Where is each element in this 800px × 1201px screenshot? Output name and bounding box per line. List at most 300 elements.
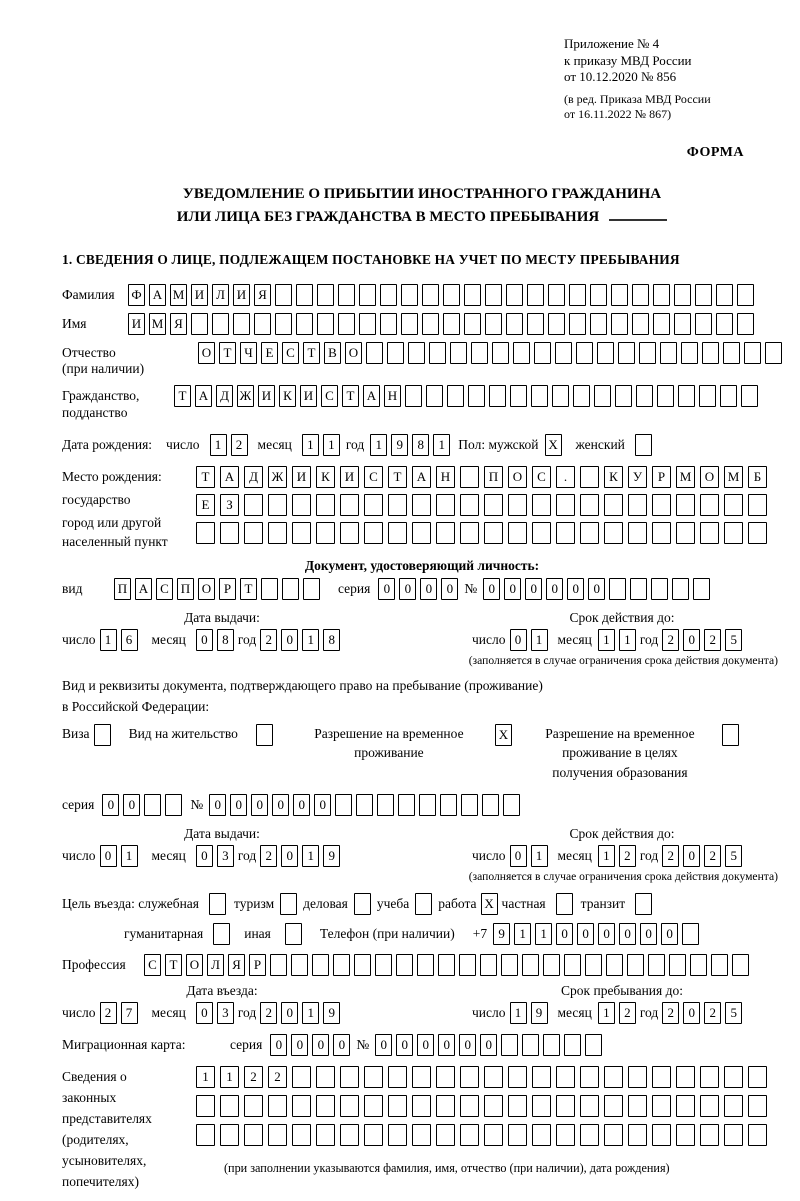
surname-field[interactable] <box>128 284 754 306</box>
char-cell[interactable] <box>630 578 647 600</box>
char-cell[interactable] <box>292 522 311 544</box>
char-cell[interactable] <box>460 1124 479 1146</box>
char-cell[interactable] <box>209 893 226 915</box>
char-cell[interactable] <box>285 923 302 945</box>
char-cell[interactable]: 3 <box>217 1002 234 1024</box>
char-cell[interactable] <box>366 342 383 364</box>
char-cell[interactable] <box>552 385 569 407</box>
char-cell[interactable] <box>438 954 455 976</box>
char-cell[interactable] <box>292 1066 311 1088</box>
char-cell[interactable] <box>676 494 695 516</box>
char-cell[interactable] <box>527 313 544 335</box>
char-cell[interactable] <box>340 522 359 544</box>
char-cell[interactable] <box>652 1066 671 1088</box>
char-cell[interactable]: Т <box>196 466 215 488</box>
purpose-transit-checkbox[interactable] <box>635 893 652 915</box>
mc-number-field[interactable] <box>375 1034 602 1056</box>
char-cell[interactable]: 2 <box>100 1002 117 1024</box>
char-cell[interactable] <box>340 1124 359 1146</box>
char-cell[interactable] <box>447 385 464 407</box>
char-cell[interactable] <box>412 1066 431 1088</box>
char-cell[interactable]: 0 <box>480 1034 497 1056</box>
char-cell[interactable] <box>417 954 434 976</box>
char-cell[interactable] <box>700 522 719 544</box>
char-cell[interactable] <box>484 494 503 516</box>
char-cell[interactable] <box>256 724 273 746</box>
char-cell[interactable] <box>436 1095 455 1117</box>
char-cell[interactable] <box>482 794 499 816</box>
doc-issue-month-field[interactable] <box>196 629 234 651</box>
char-cell[interactable]: 0 <box>281 1002 298 1024</box>
purpose-other-checkbox[interactable] <box>285 923 302 945</box>
char-cell[interactable] <box>556 522 575 544</box>
char-cell[interactable] <box>440 794 457 816</box>
char-cell[interactable] <box>522 1034 539 1056</box>
char-cell[interactable]: 0 <box>251 794 268 816</box>
char-cell[interactable] <box>604 1124 623 1146</box>
char-cell[interactable] <box>484 1124 503 1146</box>
char-cell[interactable]: 0 <box>546 578 563 600</box>
char-cell[interactable]: X <box>495 724 512 746</box>
char-cell[interactable]: 0 <box>123 794 140 816</box>
res-valid-day-field[interactable] <box>510 845 548 867</box>
char-cell[interactable] <box>316 1095 335 1117</box>
char-cell[interactable] <box>678 385 695 407</box>
char-cell[interactable] <box>722 724 739 746</box>
char-cell[interactable] <box>354 954 371 976</box>
char-cell[interactable]: К <box>604 466 623 488</box>
char-cell[interactable]: 2 <box>662 1002 679 1024</box>
char-cell[interactable]: Р <box>249 954 266 976</box>
res-series-field[interactable] <box>102 794 182 816</box>
char-cell[interactable] <box>165 794 182 816</box>
char-cell[interactable] <box>651 578 668 600</box>
char-cell[interactable] <box>484 1095 503 1117</box>
char-cell[interactable]: 0 <box>333 1034 350 1056</box>
char-cell[interactable]: 0 <box>196 845 213 867</box>
char-cell[interactable]: 0 <box>567 578 584 600</box>
char-cell[interactable]: И <box>300 385 317 407</box>
char-cell[interactable] <box>652 522 671 544</box>
char-cell[interactable]: А <box>220 466 239 488</box>
char-cell[interactable] <box>443 313 460 335</box>
temp-residence-edu-checkbox[interactable] <box>722 724 739 746</box>
char-cell[interactable]: 0 <box>598 923 615 945</box>
char-cell[interactable] <box>508 1124 527 1146</box>
stay-year-field[interactable] <box>662 1002 742 1024</box>
sex-male-checkbox[interactable] <box>545 434 562 456</box>
char-cell[interactable] <box>380 313 397 335</box>
char-cell[interactable] <box>408 342 425 364</box>
char-cell[interactable]: 9 <box>531 1002 548 1024</box>
char-cell[interactable]: О <box>198 342 215 364</box>
char-cell[interactable]: 1 <box>121 845 138 867</box>
char-cell[interactable] <box>604 494 623 516</box>
char-cell[interactable] <box>282 578 299 600</box>
char-cell[interactable] <box>364 1124 383 1146</box>
char-cell[interactable] <box>556 494 575 516</box>
char-cell[interactable] <box>531 385 548 407</box>
char-cell[interactable] <box>611 284 628 306</box>
char-cell[interactable] <box>699 385 716 407</box>
char-cell[interactable] <box>464 284 481 306</box>
char-cell[interactable] <box>412 1124 431 1146</box>
char-cell[interactable]: 1 <box>100 629 117 651</box>
char-cell[interactable]: 0 <box>525 578 542 600</box>
char-cell[interactable] <box>291 954 308 976</box>
char-cell[interactable] <box>532 1066 551 1088</box>
char-cell[interactable] <box>604 522 623 544</box>
char-cell[interactable] <box>682 923 699 945</box>
char-cell[interactable]: 1 <box>302 845 319 867</box>
char-cell[interactable] <box>676 522 695 544</box>
char-cell[interactable] <box>388 1124 407 1146</box>
char-cell[interactable]: Р <box>652 466 671 488</box>
char-cell[interactable] <box>648 954 665 976</box>
char-cell[interactable] <box>585 954 602 976</box>
char-cell[interactable]: 0 <box>619 923 636 945</box>
char-cell[interactable]: 0 <box>378 578 395 600</box>
doc-number-field[interactable] <box>483 578 710 600</box>
char-cell[interactable] <box>580 522 599 544</box>
birthplace-field-line2[interactable] <box>196 494 767 516</box>
char-cell[interactable]: 2 <box>268 1066 287 1088</box>
char-cell[interactable] <box>388 522 407 544</box>
char-cell[interactable] <box>628 1124 647 1146</box>
char-cell[interactable]: 0 <box>270 1034 287 1056</box>
char-cell[interactable]: Р <box>219 578 236 600</box>
char-cell[interactable]: П <box>484 466 503 488</box>
char-cell[interactable]: Н <box>384 385 401 407</box>
char-cell[interactable] <box>485 313 502 335</box>
birth-day-field[interactable] <box>210 434 248 456</box>
char-cell[interactable] <box>364 522 383 544</box>
char-cell[interactable]: Ч <box>240 342 257 364</box>
char-cell[interactable] <box>711 954 728 976</box>
purpose-business-checkbox[interactable] <box>354 893 371 915</box>
char-cell[interactable]: Т <box>219 342 236 364</box>
char-cell[interactable]: Н <box>436 466 455 488</box>
char-cell[interactable]: 1 <box>370 434 387 456</box>
char-cell[interactable] <box>503 794 520 816</box>
purpose-official-checkbox[interactable] <box>209 893 226 915</box>
char-cell[interactable] <box>268 1095 287 1117</box>
char-cell[interactable]: Л <box>212 284 229 306</box>
char-cell[interactable] <box>450 342 467 364</box>
char-cell[interactable] <box>484 1066 503 1088</box>
char-cell[interactable] <box>460 466 479 488</box>
char-cell[interactable]: 0 <box>102 794 119 816</box>
char-cell[interactable] <box>460 494 479 516</box>
char-cell[interactable] <box>676 1095 695 1117</box>
char-cell[interactable]: 2 <box>619 845 636 867</box>
birthplace-field-line1[interactable] <box>196 466 767 488</box>
char-cell[interactable]: С <box>144 954 161 976</box>
char-cell[interactable] <box>676 1066 695 1088</box>
char-cell[interactable]: И <box>292 466 311 488</box>
res-number-field[interactable] <box>209 794 520 816</box>
char-cell[interactable]: 1 <box>196 1066 215 1088</box>
char-cell[interactable] <box>387 342 404 364</box>
char-cell[interactable] <box>700 1124 719 1146</box>
char-cell[interactable] <box>548 284 565 306</box>
char-cell[interactable]: 0 <box>441 578 458 600</box>
char-cell[interactable] <box>556 1066 575 1088</box>
char-cell[interactable] <box>569 313 586 335</box>
char-cell[interactable]: 0 <box>399 578 416 600</box>
char-cell[interactable] <box>436 522 455 544</box>
char-cell[interactable] <box>604 1095 623 1117</box>
doc-valid-month-field[interactable] <box>598 629 636 651</box>
char-cell[interactable]: П <box>177 578 194 600</box>
char-cell[interactable]: 0 <box>640 923 657 945</box>
char-cell[interactable] <box>543 954 560 976</box>
char-cell[interactable]: И <box>258 385 275 407</box>
stay-day-field[interactable] <box>510 1002 548 1024</box>
char-cell[interactable]: 0 <box>420 578 437 600</box>
char-cell[interactable]: С <box>532 466 551 488</box>
char-cell[interactable]: Ж <box>237 385 254 407</box>
char-cell[interactable] <box>268 1124 287 1146</box>
purpose-work-checkbox[interactable] <box>481 893 498 915</box>
char-cell[interactable] <box>534 342 551 364</box>
char-cell[interactable]: Е <box>261 342 278 364</box>
char-cell[interactable]: М <box>149 313 166 335</box>
res-valid-year-field[interactable] <box>662 845 742 867</box>
char-cell[interactable] <box>429 342 446 364</box>
char-cell[interactable] <box>244 1124 263 1146</box>
birth-month-field[interactable] <box>302 434 340 456</box>
char-cell[interactable] <box>700 494 719 516</box>
char-cell[interactable]: 0 <box>196 1002 213 1024</box>
char-cell[interactable] <box>317 284 334 306</box>
char-cell[interactable]: 1 <box>531 629 548 651</box>
char-cell[interactable] <box>459 954 476 976</box>
char-cell[interactable] <box>660 342 677 364</box>
char-cell[interactable] <box>513 342 530 364</box>
char-cell[interactable] <box>737 284 754 306</box>
char-cell[interactable]: Т <box>174 385 191 407</box>
char-cell[interactable]: Я <box>170 313 187 335</box>
char-cell[interactable] <box>426 385 443 407</box>
char-cell[interactable]: 0 <box>510 845 527 867</box>
char-cell[interactable]: 9 <box>323 845 340 867</box>
char-cell[interactable] <box>700 1066 719 1088</box>
char-cell[interactable] <box>436 1066 455 1088</box>
char-cell[interactable] <box>555 342 572 364</box>
char-cell[interactable] <box>556 1095 575 1117</box>
char-cell[interactable]: Т <box>388 466 407 488</box>
char-cell[interactable] <box>628 494 647 516</box>
char-cell[interactable] <box>653 313 670 335</box>
char-cell[interactable]: 2 <box>231 434 248 456</box>
char-cell[interactable] <box>585 1034 602 1056</box>
char-cell[interactable]: Т <box>165 954 182 976</box>
char-cell[interactable] <box>316 1066 335 1088</box>
char-cell[interactable] <box>191 313 208 335</box>
char-cell[interactable]: 0 <box>293 794 310 816</box>
char-cell[interactable] <box>724 1066 743 1088</box>
char-cell[interactable] <box>316 1124 335 1146</box>
char-cell[interactable] <box>396 954 413 976</box>
char-cell[interactable]: 0 <box>100 845 117 867</box>
char-cell[interactable]: X <box>481 893 498 915</box>
char-cell[interactable]: 2 <box>619 1002 636 1024</box>
char-cell[interactable] <box>412 494 431 516</box>
char-cell[interactable] <box>564 954 581 976</box>
char-cell[interactable]: М <box>170 284 187 306</box>
char-cell[interactable] <box>275 284 292 306</box>
char-cell[interactable] <box>338 313 355 335</box>
char-cell[interactable] <box>741 385 758 407</box>
char-cell[interactable] <box>615 385 632 407</box>
char-cell[interactable] <box>716 313 733 335</box>
char-cell[interactable]: Т <box>303 342 320 364</box>
char-cell[interactable] <box>233 313 250 335</box>
char-cell[interactable]: 0 <box>417 1034 434 1056</box>
char-cell[interactable]: О <box>700 466 719 488</box>
entry-day-field[interactable] <box>100 1002 138 1024</box>
char-cell[interactable]: Ж <box>268 466 287 488</box>
char-cell[interactable] <box>672 578 689 600</box>
char-cell[interactable]: И <box>233 284 250 306</box>
char-cell[interactable]: 2 <box>662 845 679 867</box>
char-cell[interactable] <box>702 342 719 364</box>
char-cell[interactable] <box>460 1066 479 1088</box>
char-cell[interactable] <box>364 1095 383 1117</box>
char-cell[interactable]: 1 <box>433 434 450 456</box>
char-cell[interactable] <box>275 313 292 335</box>
char-cell[interactable]: О <box>198 578 215 600</box>
char-cell[interactable]: 2 <box>244 1066 263 1088</box>
char-cell[interactable]: 0 <box>683 629 700 651</box>
char-cell[interactable]: 2 <box>260 629 277 651</box>
char-cell[interactable]: 8 <box>217 629 234 651</box>
char-cell[interactable]: 6 <box>121 629 138 651</box>
char-cell[interactable] <box>506 284 523 306</box>
char-cell[interactable] <box>280 893 297 915</box>
res-issue-year-field[interactable] <box>260 845 340 867</box>
char-cell[interactable] <box>340 1066 359 1088</box>
char-cell[interactable] <box>748 494 767 516</box>
char-cell[interactable]: 0 <box>291 1034 308 1056</box>
char-cell[interactable] <box>604 1066 623 1088</box>
char-cell[interactable]: 0 <box>375 1034 392 1056</box>
char-cell[interactable] <box>316 494 335 516</box>
char-cell[interactable] <box>422 313 439 335</box>
char-cell[interactable] <box>635 893 652 915</box>
char-cell[interactable] <box>388 1066 407 1088</box>
char-cell[interactable] <box>564 1034 581 1056</box>
char-cell[interactable]: 1 <box>531 845 548 867</box>
char-cell[interactable] <box>316 522 335 544</box>
char-cell[interactable] <box>639 342 656 364</box>
char-cell[interactable] <box>653 284 670 306</box>
char-cell[interactable]: 5 <box>725 845 742 867</box>
char-cell[interactable] <box>508 494 527 516</box>
char-cell[interactable] <box>364 494 383 516</box>
res-issue-day-field[interactable] <box>100 845 138 867</box>
char-cell[interactable]: О <box>508 466 527 488</box>
char-cell[interactable]: В <box>324 342 341 364</box>
char-cell[interactable] <box>359 313 376 335</box>
char-cell[interactable]: 0 <box>683 1002 700 1024</box>
char-cell[interactable] <box>548 313 565 335</box>
char-cell[interactable] <box>333 954 350 976</box>
char-cell[interactable] <box>723 342 740 364</box>
char-cell[interactable] <box>220 1124 239 1146</box>
char-cell[interactable] <box>292 1095 311 1117</box>
char-cell[interactable] <box>436 1124 455 1146</box>
char-cell[interactable] <box>611 313 628 335</box>
char-cell[interactable] <box>580 494 599 516</box>
char-cell[interactable] <box>580 466 599 488</box>
char-cell[interactable] <box>632 284 649 306</box>
char-cell[interactable] <box>196 1124 215 1146</box>
char-cell[interactable]: 9 <box>391 434 408 456</box>
char-cell[interactable] <box>573 385 590 407</box>
sex-female-checkbox[interactable] <box>635 434 652 456</box>
char-cell[interactable] <box>632 313 649 335</box>
char-cell[interactable] <box>412 522 431 544</box>
char-cell[interactable] <box>569 284 586 306</box>
temp-residence-checkbox[interactable] <box>495 724 512 746</box>
entry-month-field[interactable] <box>196 1002 234 1024</box>
char-cell[interactable]: 0 <box>510 629 527 651</box>
patronymic-field[interactable] <box>198 342 782 364</box>
char-cell[interactable]: 1 <box>598 1002 615 1024</box>
char-cell[interactable]: Ф <box>128 284 145 306</box>
char-cell[interactable] <box>669 954 686 976</box>
char-cell[interactable] <box>261 578 278 600</box>
char-cell[interactable]: Д <box>244 466 263 488</box>
char-cell[interactable]: Л <box>207 954 224 976</box>
char-cell[interactable] <box>748 522 767 544</box>
char-cell[interactable]: 0 <box>588 578 605 600</box>
char-cell[interactable]: У <box>628 466 647 488</box>
char-cell[interactable] <box>628 522 647 544</box>
char-cell[interactable] <box>213 923 230 945</box>
char-cell[interactable]: 2 <box>704 845 721 867</box>
char-cell[interactable] <box>597 342 614 364</box>
char-cell[interactable] <box>196 1095 215 1117</box>
char-cell[interactable] <box>340 494 359 516</box>
char-cell[interactable] <box>748 1066 767 1088</box>
purpose-private-checkbox[interactable] <box>556 893 573 915</box>
char-cell[interactable] <box>543 1034 560 1056</box>
res-issue-month-field[interactable] <box>196 845 234 867</box>
char-cell[interactable] <box>464 313 481 335</box>
char-cell[interactable] <box>690 954 707 976</box>
char-cell[interactable] <box>737 313 754 335</box>
char-cell[interactable] <box>468 385 485 407</box>
char-cell[interactable] <box>693 578 710 600</box>
char-cell[interactable] <box>532 522 551 544</box>
char-cell[interactable]: 0 <box>556 923 573 945</box>
char-cell[interactable] <box>636 385 653 407</box>
char-cell[interactable] <box>471 342 488 364</box>
res-valid-month-field[interactable] <box>598 845 636 867</box>
char-cell[interactable] <box>364 1066 383 1088</box>
char-cell[interactable] <box>765 342 782 364</box>
char-cell[interactable] <box>609 578 626 600</box>
char-cell[interactable] <box>674 313 691 335</box>
char-cell[interactable]: Е <box>196 494 215 516</box>
char-cell[interactable] <box>618 342 635 364</box>
char-cell[interactable]: 0 <box>272 794 289 816</box>
doc-issue-day-field[interactable] <box>100 629 138 651</box>
char-cell[interactable]: 0 <box>196 629 213 651</box>
